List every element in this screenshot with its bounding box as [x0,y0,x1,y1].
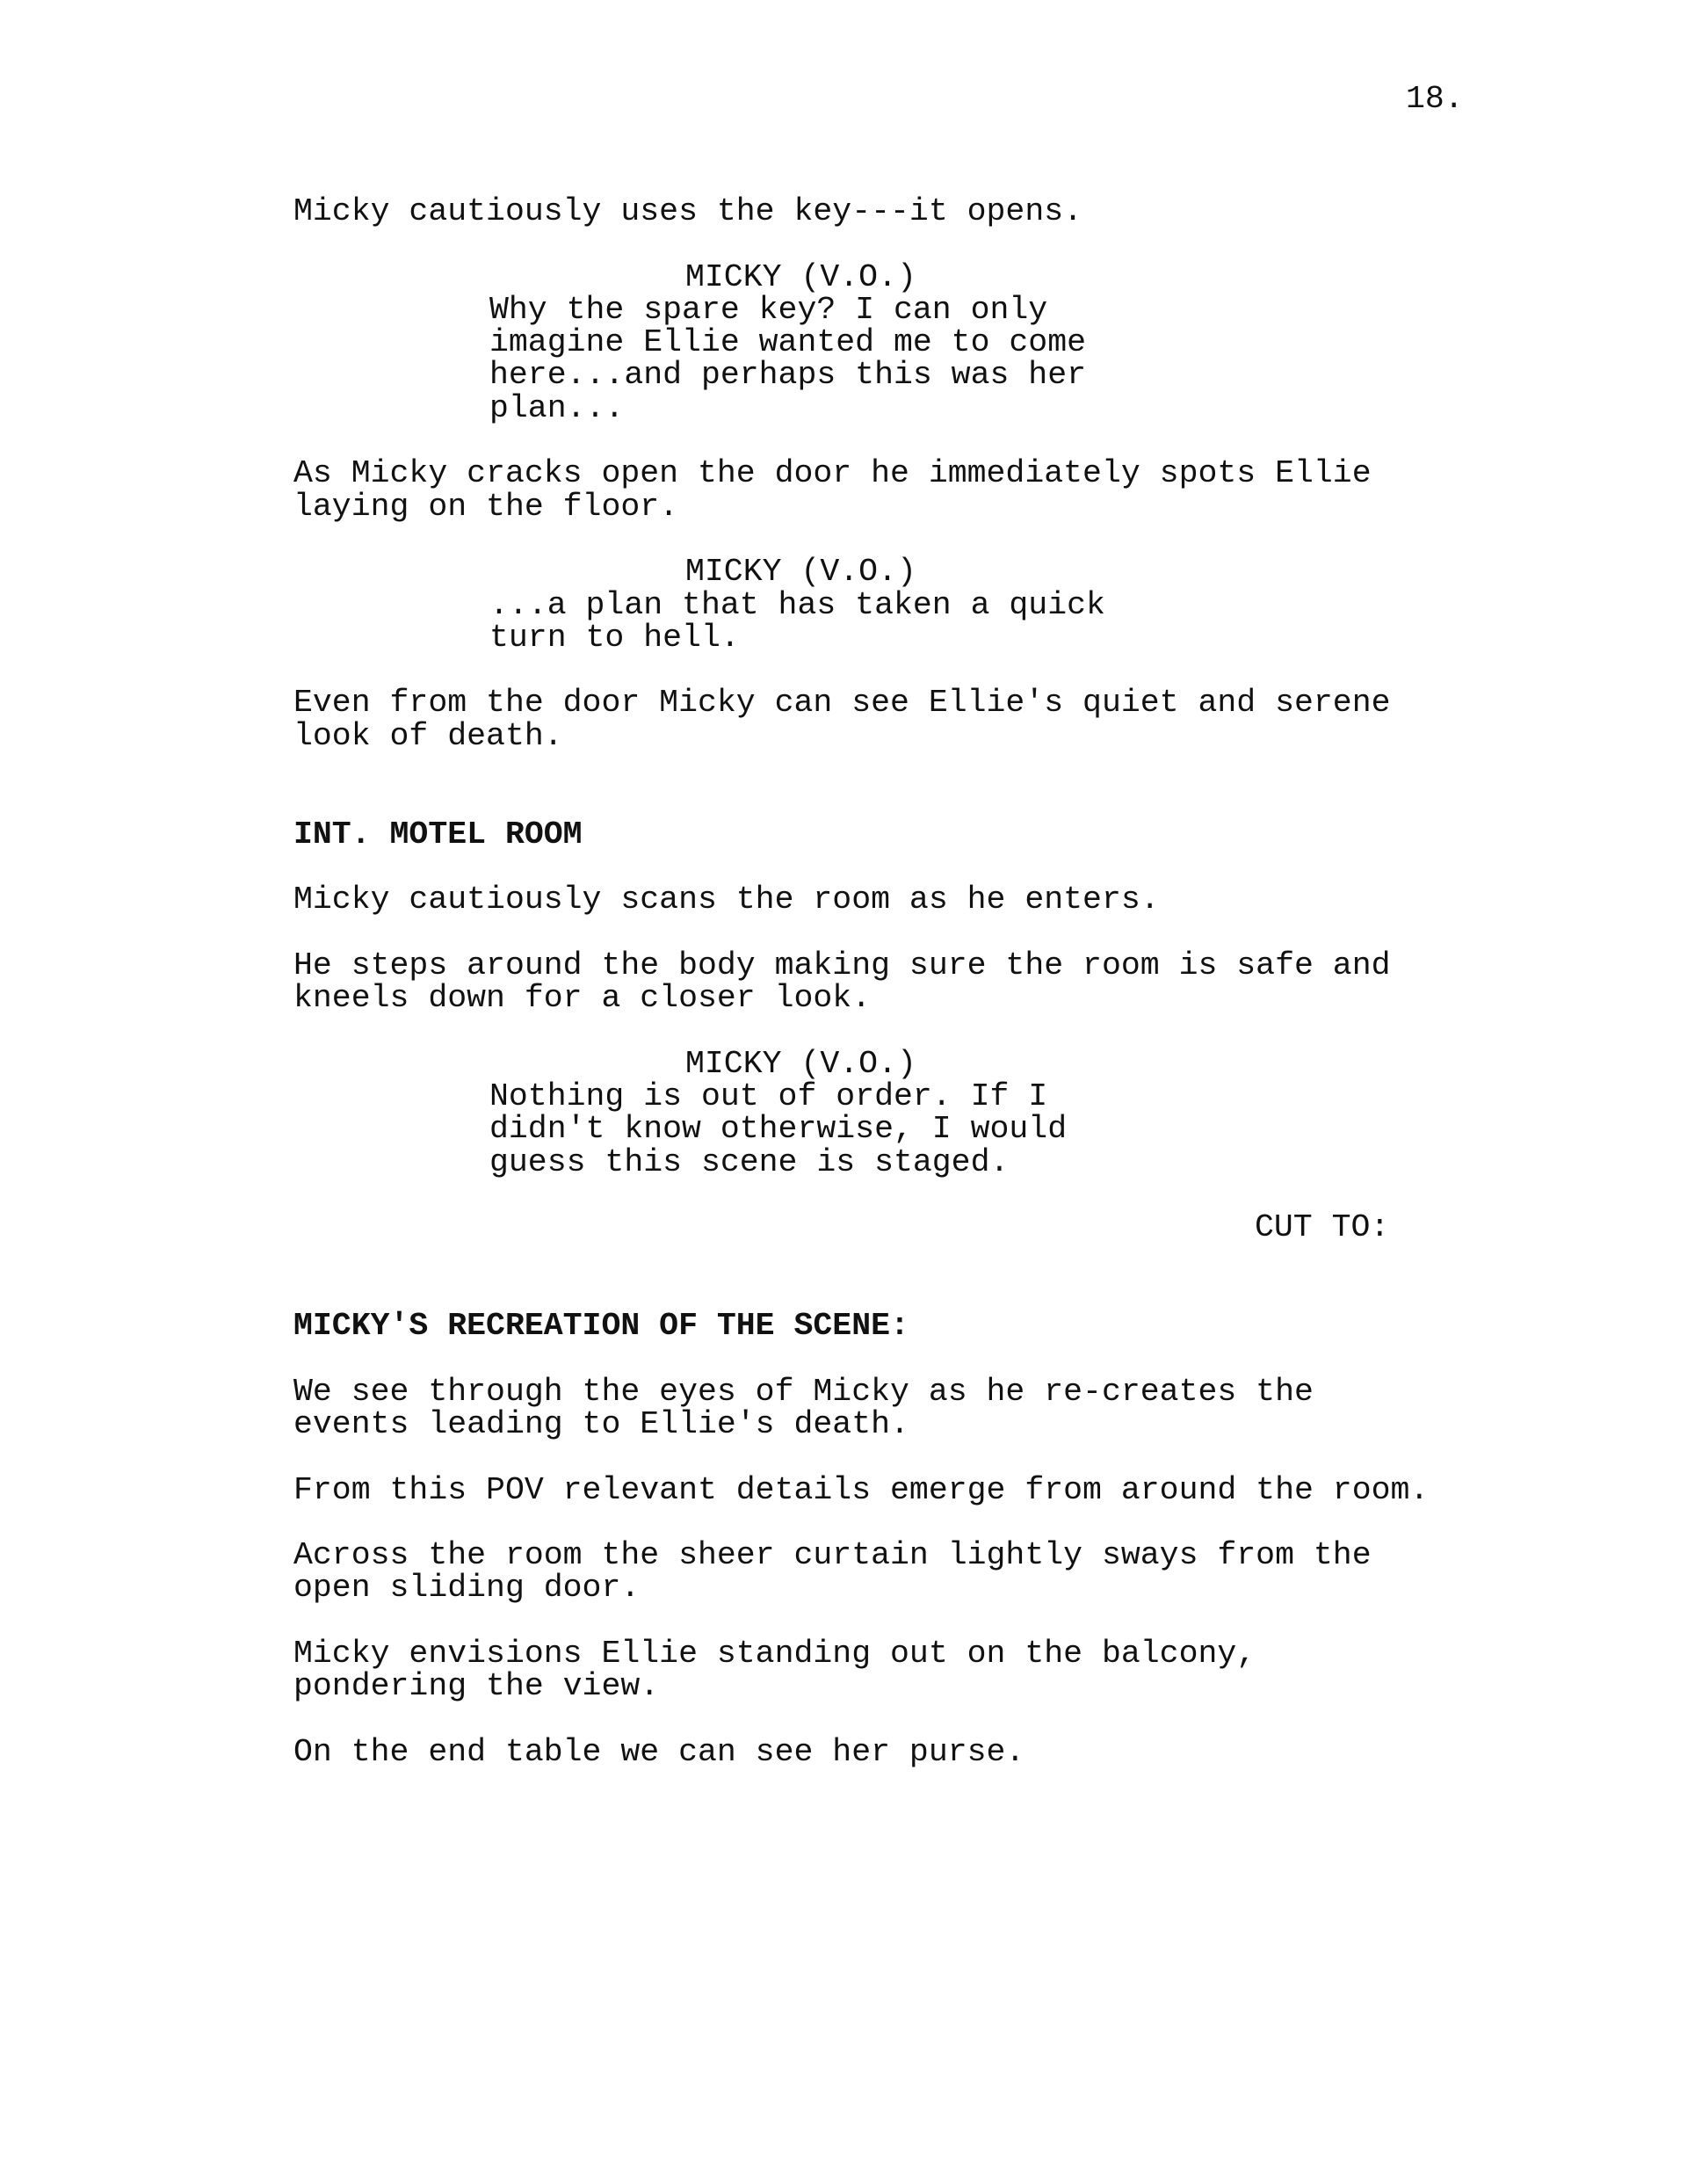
action-line: As Micky cracks open the door he immediately spots Ellie laying on the floor. [293,455,1372,525]
action-line: Across the room the sheer curtain lightly sways from the open sliding door. [293,1537,1372,1607]
transition: CUT TO: [1255,1209,1390,1246]
dialogue-block: Why the spare key? I can only imagine Ellie wanted me to come here...and perhaps this was her plan... [489,291,1087,426]
action-line: Even from the door Micky can see Ellie's quiet and serene look of death. [293,685,1391,754]
character-cue: MICKY (V.O.) [685,554,916,591]
spacer [293,1703,1524,1736]
screenplay-body [293,195,1524,1768]
character-cue: MICKY (V.O.) [685,1045,916,1082]
action-line: We see through the eyes of Micky as he re-creates the events leading to Ellie's death. [293,1373,1314,1442]
scene-heading: INT. MOTEL ROOM [293,816,583,853]
spacer [293,1342,1524,1375]
spacer [293,851,1524,883]
spacer [293,1244,1524,1310]
character-cue: MICKY (V.O.) [685,258,916,295]
spacer [293,1605,1524,1637]
action-line: Micky envisions Ellie standing out on the balcony, pondering the view. [293,1636,1256,1705]
dialogue-block: ...a plan that has taken a quick turn to hell. [489,586,1105,656]
action-line: Micky cautiously uses the key---it opens. [293,193,1083,229]
spacer [293,752,1524,818]
spacer [293,1440,1524,1473]
action-line: On the end table we can see her purse. [293,1733,1025,1770]
spacer [293,1014,1524,1047]
spacer [293,1179,1524,1211]
dialogue-block: Nothing is out of order. If I didn't know otherwise, I would guess this scene is staged. [489,1078,1068,1180]
spacer [293,228,1524,260]
scene-heading: MICKY'S RECREATION OF THE SCENE: [293,1308,909,1345]
spacer [293,654,1524,686]
spacer [293,917,1524,949]
spacer [293,523,1524,555]
action-line: Micky cautiously scans the room as he enters. [293,882,1160,918]
action-line: From this POV relevant details emerge from around the room. [293,1471,1430,1508]
action-line: He steps around the body making sure the room is safe and kneels down for a closer look. [293,947,1391,1017]
spacer [293,424,1524,457]
spacer [293,1506,1524,1539]
page-number: 18. [1406,81,1464,117]
